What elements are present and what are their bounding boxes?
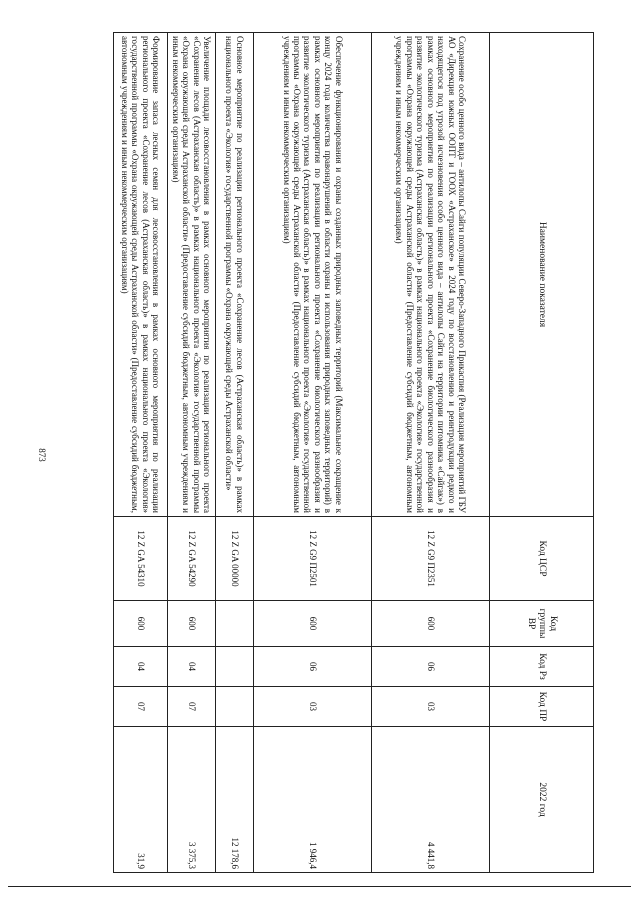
row-amount: 4 441,8	[372, 727, 490, 873]
row-amount: 3 375,3	[168, 727, 216, 873]
table-header-row	[490, 33, 594, 873]
table-row	[372, 33, 490, 873]
row-rz: 06	[372, 647, 490, 687]
row-pr	[216, 687, 254, 727]
table-row	[168, 33, 216, 873]
header-rz: Код Рз	[490, 647, 594, 687]
row-rz: 06	[254, 647, 372, 687]
table-row	[254, 33, 372, 873]
page-number: 873	[37, 448, 47, 462]
row-name: Формирование запаса лесных семян для лесовосстановления в рамках основного мероприятия по реализации регионального проекта «Сохранение лесов (Астраханская область)» в рамках национального проекта «Экология» государственной программы «Охрана окружающей среды Астраханской области» (Предоставление субсидий бюджетным, автономным учреждениям и иным некоммерческим организациям)	[114, 33, 168, 517]
row-rz	[216, 647, 254, 687]
row-vr: 600	[168, 601, 216, 647]
row-pr: 07	[168, 687, 216, 727]
row-name: Основное мероприятие по реализации регионального проекта «Сохранение лесов (Астраханская область)» в рамках национального проекта «Экология» государственной программы «Охрана окружающей среды Астраханской области»	[216, 33, 254, 517]
row-vr	[216, 601, 254, 647]
table-row	[216, 33, 254, 873]
row-csr: 12 Z G9 П2501	[254, 517, 372, 601]
row-pr: 03	[254, 687, 372, 727]
row-name: Увеличение площади лесовосстановления в рамках основного мероприятия по реализации регионального проекта «Сохранение лесов (Астраханская область)» в рамках национального проекта «Экология» государственной программы «Охрана окружающей среды Астраханской области» (Предоставление субсидий бюджетным, автономным учреждениям и иным некоммерческим организациям)	[168, 33, 216, 517]
row-vr: 600	[372, 601, 490, 647]
row-csr: 12 Z G9 П2351	[372, 517, 490, 601]
table-row	[114, 33, 168, 873]
row-pr: 03	[372, 687, 490, 727]
page-bottom-rule	[8, 886, 631, 887]
row-csr: 12 Z GA 00000	[216, 517, 254, 601]
row-vr: 600	[114, 601, 168, 647]
row-pr: 07	[114, 687, 168, 727]
header-csr: Код ЦСР	[490, 517, 594, 601]
header-vr: Код группы ВР	[490, 601, 594, 647]
row-rz: 04	[114, 647, 168, 687]
row-vr: 600	[254, 601, 372, 647]
row-csr: 12 Z GA 54310	[114, 517, 168, 601]
header-amount: 2022 год	[490, 727, 594, 873]
row-name: Обеспечение функционирования и охраны созданных природных заповедных территорий (Максимальное сокращение к концу 2024 года количества правонарушений в области охраны и использования природных заповедных территорий) в рамках основного мероприятия по реализации регионального проекта «Сохранение биологического разнообразия и развитие экологического туризма (Астраханская область)» в рамках национального проекта «Экология» государственной программы «Охрана окружающей среды Астраханской области» (Предоставление субсидий бюджетным, автономным учреждениям и иным некоммерческим организациям)	[254, 33, 372, 517]
header-name: Наименование показателя	[490, 33, 594, 517]
row-csr: 12 Z GA 54290	[168, 517, 216, 601]
budget-table	[113, 32, 594, 873]
row-amount: 31,9	[114, 727, 168, 873]
row-amount: 12 178,6	[216, 727, 254, 873]
row-name: Сохранение особо ценного вида – антилопы Сайги популяции Северо-Западного Прикаспия (Реализация мероприятий ГБУ АО «Дирекция южных ООПТ и ГООХ «Астраханское» в 2024 году по восстановлению и реинтродукции редкого и находящегося под угрозой исчезновения особо ценного вида – антилопы Сайги на территории питомника «Сайгак») в рамках основного мероприятия по реализации регионального проекта «Сохранение биологического разнообразия и развитие экологического туризма (Астраханская область)» в рамках национального проекта «Экология» государственной программы «Охрана окружающей среды Астраханской области» (Предоставление субсидий бюджетным, автономным учреждениям и иным некоммерческим организациям)	[372, 33, 490, 517]
row-amount: 1 946,4	[254, 727, 372, 873]
row-rz: 04	[168, 647, 216, 687]
budget-table-wrapper	[114, 32, 594, 872]
header-pr: Код ПР	[490, 687, 594, 727]
